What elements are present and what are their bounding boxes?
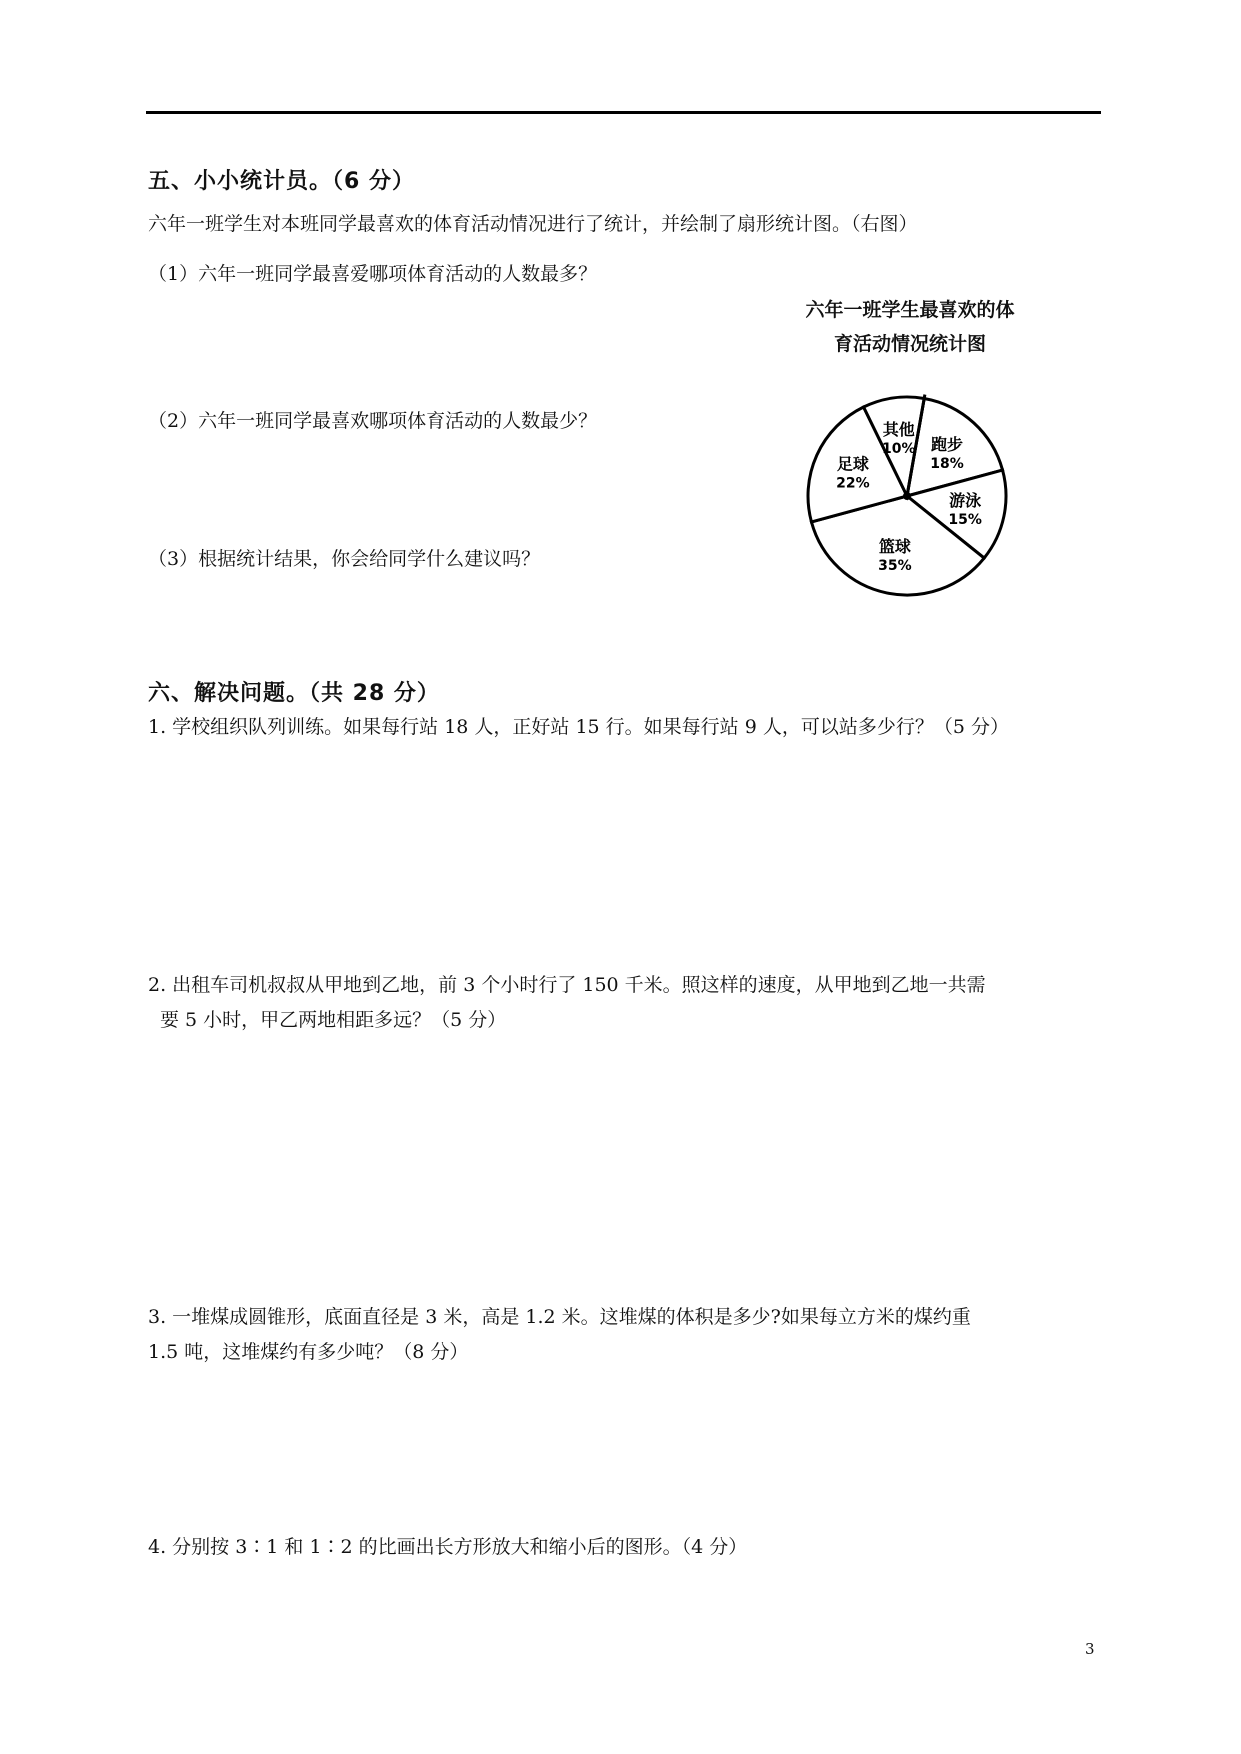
problem-2-line1: 2. 出租车司机叔叔从甲地到乙地，前 3 个小时行了 150 千米。照这样的速度，从甲地到乙地一共需: [148, 974, 986, 996]
problem-3-line2: 1.5 吨，这堆煤约有多少吨？（8 分）: [148, 1341, 469, 1363]
page-number: 3: [1085, 1640, 1095, 1658]
chart-title-line1: 六年一班学生最喜欢的体: [805, 299, 1015, 321]
question-3: （3）根据统计结果，你会给同学什么建议吗？: [148, 548, 541, 570]
pie-value-4: 22%: [836, 475, 870, 492]
header-rule: [146, 111, 1101, 114]
pie-value-3: 35%: [878, 558, 912, 575]
pie-label-2: 游泳: [949, 491, 982, 511]
pie-label-5: 其他: [882, 420, 915, 440]
problem-4: 4. 分别按 3∶1 和 1∶2 的比画出长方形放大和缩小后的图形。（4 分）: [148, 1536, 748, 1558]
pie-value-1: 18%: [930, 456, 964, 473]
pie-center-dot: [903, 492, 911, 500]
problem-2-line2: 要 5 小时，甲乙两地相距多远？（5 分）: [160, 1009, 507, 1031]
section5-heading: 五、小小统计员。（6 分）: [148, 169, 415, 194]
question-2: （2）六年一班同学最喜欢哪项体育活动的人数最少？: [148, 410, 598, 432]
pie-value-2: 15%: [948, 512, 982, 529]
problem-1: 1. 学校组织队列训练。如果每行站 18 人，正好站 15 行。如果每行站 9 人，可以站多少行？（5 分）: [148, 716, 1009, 738]
pie-value-5: 10%: [881, 441, 916, 458]
pie-label-1: 跑步: [931, 435, 964, 455]
section6-heading: 六、解决问题。（共 28 分）: [148, 681, 440, 706]
problem-3-line1: 3. 一堆煤成圆锥形，底面直径是 3 米，高是 1.2 米。这堆煤的体积是多少?如果每立方米的煤约重: [148, 1306, 971, 1328]
question-1: （1）六年一班同学最喜爱哪项体育活动的人数最多？: [148, 263, 598, 285]
section5-intro: 六年一班学生对本班同学最喜欢的体育活动情况进行了统计，并绘制了扇形统计图。（右图）: [148, 213, 918, 235]
pie-label-3: 篮球: [878, 537, 911, 557]
pie-label-4: 足球: [836, 454, 869, 474]
chart-title-line2: 育活动情况统计图: [833, 333, 986, 355]
pie-chart: [800, 390, 1020, 610]
